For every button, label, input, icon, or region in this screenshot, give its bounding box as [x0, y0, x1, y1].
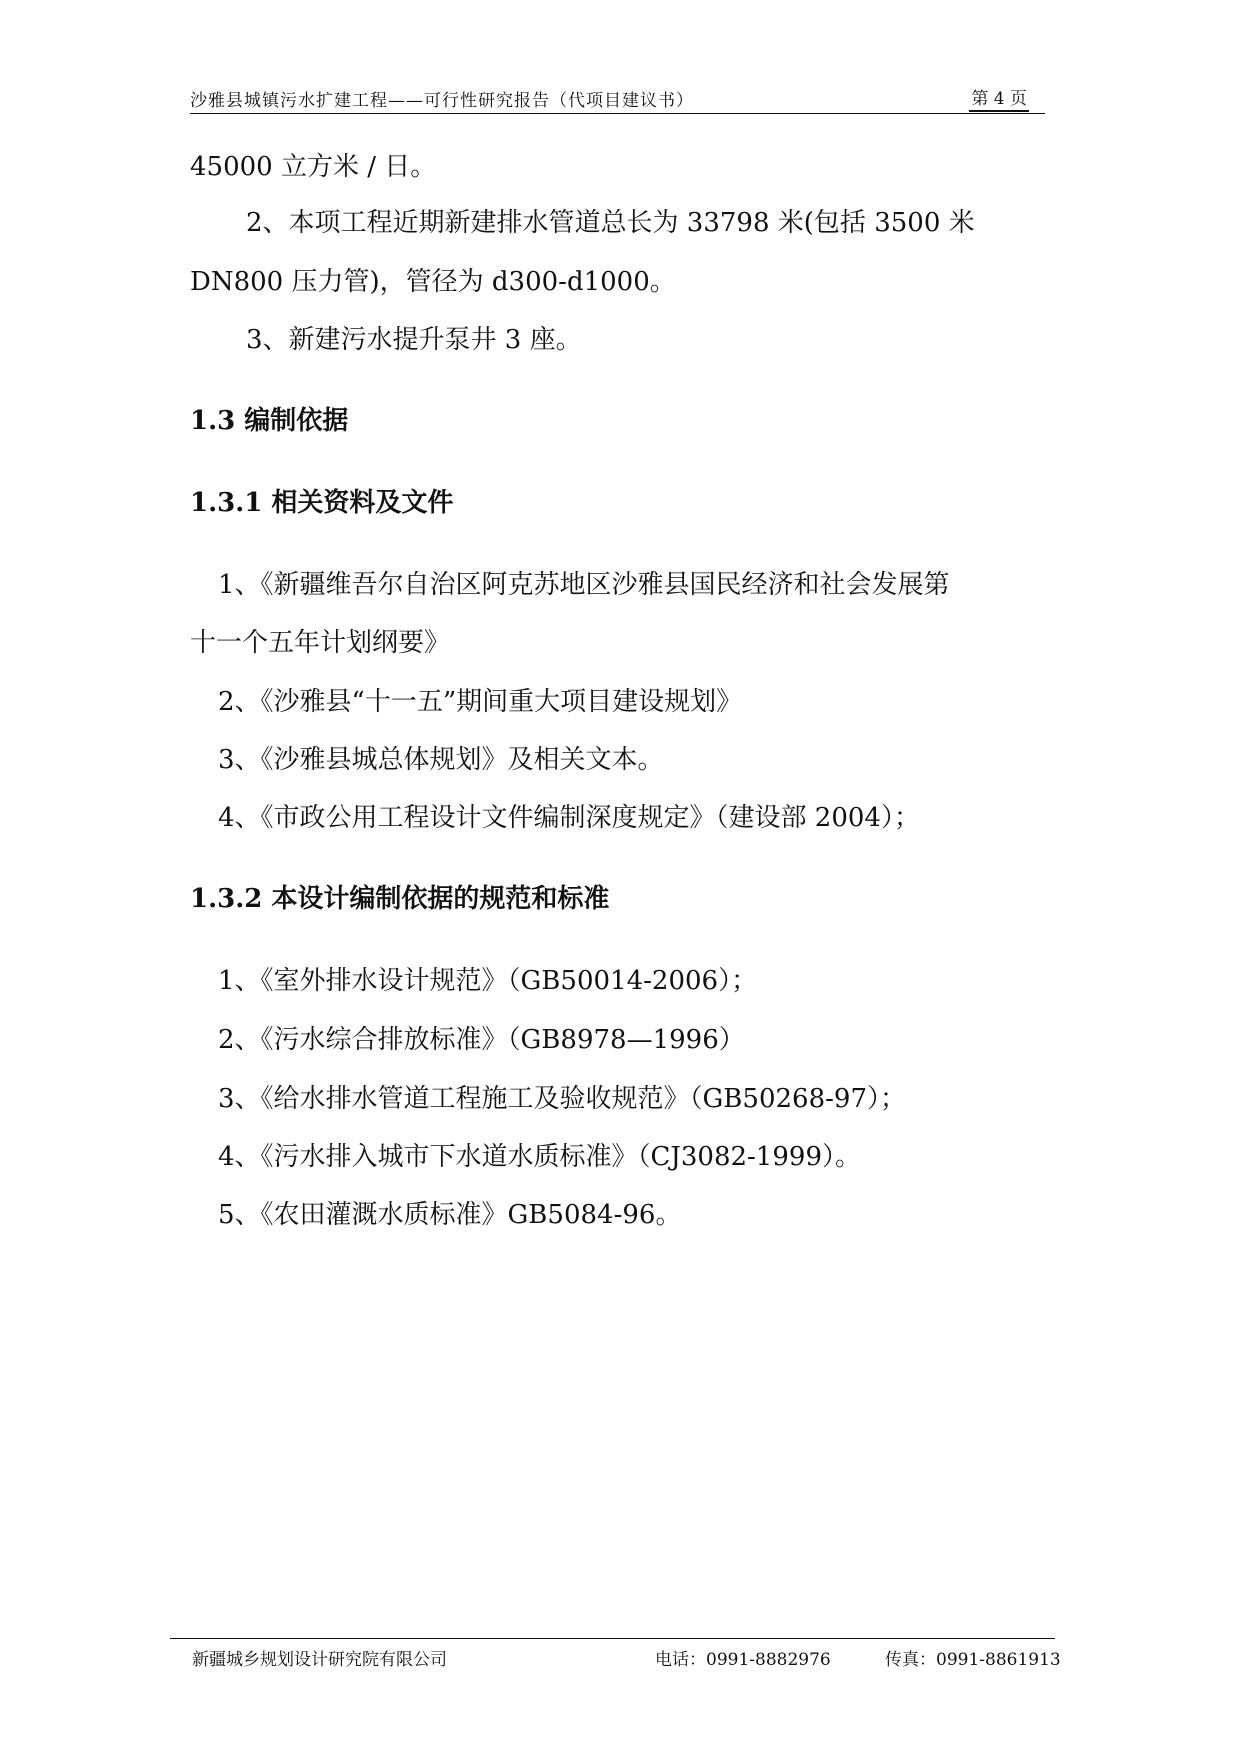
docs-item-2: 2、《沙雅县“十一五”期间重大项目建设规划》	[218, 687, 743, 717]
header-title: 沙雅县城镇污水扩建工程——可行性研究报告（代项目建议书）	[190, 91, 694, 111]
section-heading-1-3-2: 1.3.2 本设计编制依据的规范和标准	[190, 884, 610, 914]
paragraph-capacity: 45000 立方米 / 日。	[190, 152, 437, 182]
page-number: 第 4 页	[969, 84, 1029, 112]
footer-phone: 电话：0991-8882976	[655, 1650, 831, 1670]
standards-item-3: 3、《给水排水管道工程施工及验收规范》（GB50268-97）；	[218, 1084, 906, 1114]
paragraph-pipe-length-line2: DN800 压力管)，管径为 d300-d1000。	[190, 267, 676, 297]
standards-item-5: 5、《农田灌溉水质标准》GB5084-96。	[218, 1200, 682, 1230]
footer-fax: 传真：0991-8861913	[885, 1650, 1061, 1670]
standards-item-1: 1、《室外排水设计规范》（GB50014-2006）；	[218, 966, 758, 996]
section-heading-1-3: 1.3 编制依据	[190, 406, 349, 436]
header-rule	[190, 113, 1045, 114]
section-heading-1-3-1: 1.3.1 相关资料及文件	[190, 488, 454, 518]
standards-item-2: 2、《污水综合排放标准》（GB8978—1996）	[218, 1025, 745, 1055]
footer-organization: 新疆城乡规划设计研究院有限公司	[192, 1650, 447, 1670]
paragraph-pump-wells: 3、新建污水提升泵井 3 座。	[246, 325, 582, 355]
standards-item-4: 4、《污水排入城市下水道水质标准》（CJ3082-1999）。	[218, 1142, 861, 1172]
paragraph-pipe-length-line1: 2、本项工程近期新建排水管道总长为 33798 米(包括 3500 米	[246, 208, 975, 238]
docs-item-4: 4、《市政公用工程设计文件编制深度规定》（建设部 2004）；	[218, 803, 920, 833]
page-header	[190, 84, 1045, 114]
docs-item-3: 3、《沙雅县城总体规划》及相关文本。	[218, 745, 664, 775]
footer-rule	[170, 1638, 1055, 1639]
docs-item-1-line1: 1、《新疆维吾尔自治区阿克苏地区沙雅县国民经济和社会发展第	[218, 570, 950, 600]
docs-item-1-line2: 十一个五年计划纲要》	[190, 628, 451, 658]
